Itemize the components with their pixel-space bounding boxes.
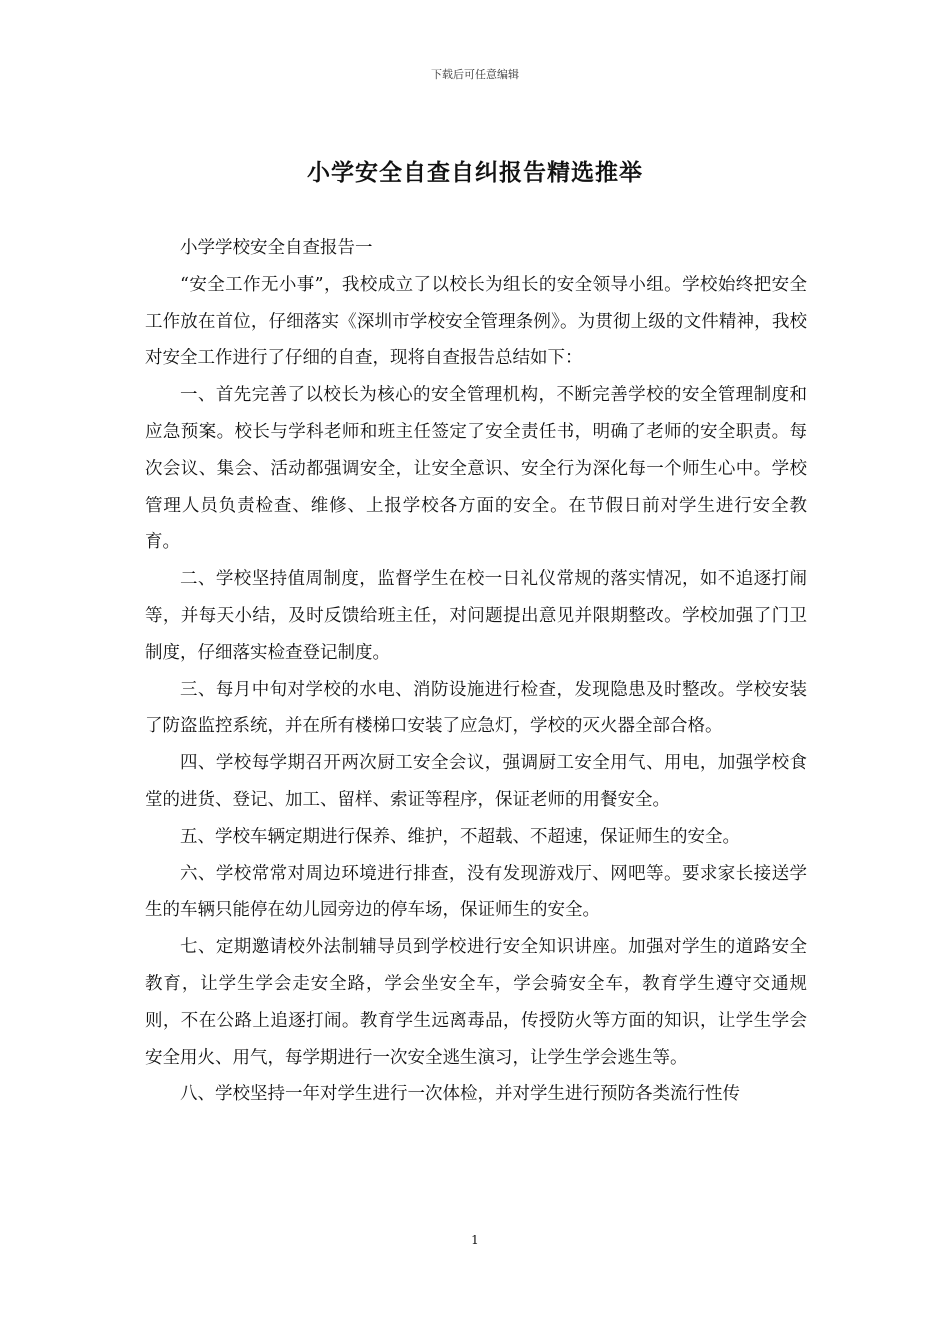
body-paragraph-2: 二、学校坚持值周制度，监督学生在校一日礼仪常规的落实情况，如不追逐打闹等，并每天小结，及时反馈给班主任，对问题提出意见并限期整改。学校加强了门卫制度，仔细落实检查登记制度。: [145, 569, 807, 663]
body-paragraph-intro: “安全工作无小事”，我校成立了以校长为组长的安全领导小组。学校始终把安全工作放在首位，仔细落实《深圳市学校安全管理条例》。为贯彻上级的文件精神，我校对安全工作进行了仔细的自查，现将自查报告总结如下：: [145, 274, 807, 369]
page-number: 1: [471, 1233, 479, 1247]
header-note: 下载后可任意编辑: [431, 68, 519, 81]
body-paragraph-4: 四、学校每学期召开两次厨工安全会议，强调厨工安全用气、用电，加强学校食堂的进货、登记、加工、留样、索证等程序，保证老师的用餐安全。: [145, 753, 807, 810]
document-body: [145, 230, 807, 1113]
body-paragraph-6: 六、学校常常对周边环境进行排查，没有发现游戏厅、网吧等。要求家长接送学生的车辆只能停在幼儿园旁边的停车场，保证师生的安全。: [145, 863, 807, 921]
section-heading: 小学学校安全自查报告一: [180, 238, 373, 258]
body-paragraph-5: 五、学校车辆定期进行保养、维护，不超载、不超速，保证师生的安全。: [180, 826, 740, 847]
body-paragraph-8: 八、学校坚持一年对学生进行一次体检，并对学生进行预防各类流行性传: [180, 1084, 740, 1105]
body-paragraph-3: 三、每月中旬对学校的水电、消防设施进行检查，发现隐患及时整改。学校安装了防盗监控系统，并在所有楼梯口安装了应急灯，学校的灭火器全部合格。: [145, 679, 807, 737]
body-paragraph-1: 一、首先完善了以校长为核心的安全管理机构，不断完善学校的安全管理制度和应急预案。校长与学科老师和班主任签定了安全责任书，明确了老师的安全职责。每次会议、集会、活动都强调安全，让安全意识、安全行为深化每一个师生心中。学校管理人员负责检查、维修、上报学校各方面的安全。在节假日前对学生进行安全教育。: [145, 385, 807, 553]
document-title: 小学安全自查自纠报告精选推举: [307, 159, 643, 186]
body-paragraph-7: 七、定期邀请校外法制辅导员到学校进行安全知识讲座。加强对学生的道路安全教育，让学生学会走安全路，学会坐安全车，学会骑安全车，教育学生遵守交通规则，不在公路上追逐打闹。教育学生远离毒品，传授防火等方面的知识，让学生学会安全用火、用气，每学期进行一次安全逃生演习，让学生学会逃生等。: [145, 937, 807, 1068]
